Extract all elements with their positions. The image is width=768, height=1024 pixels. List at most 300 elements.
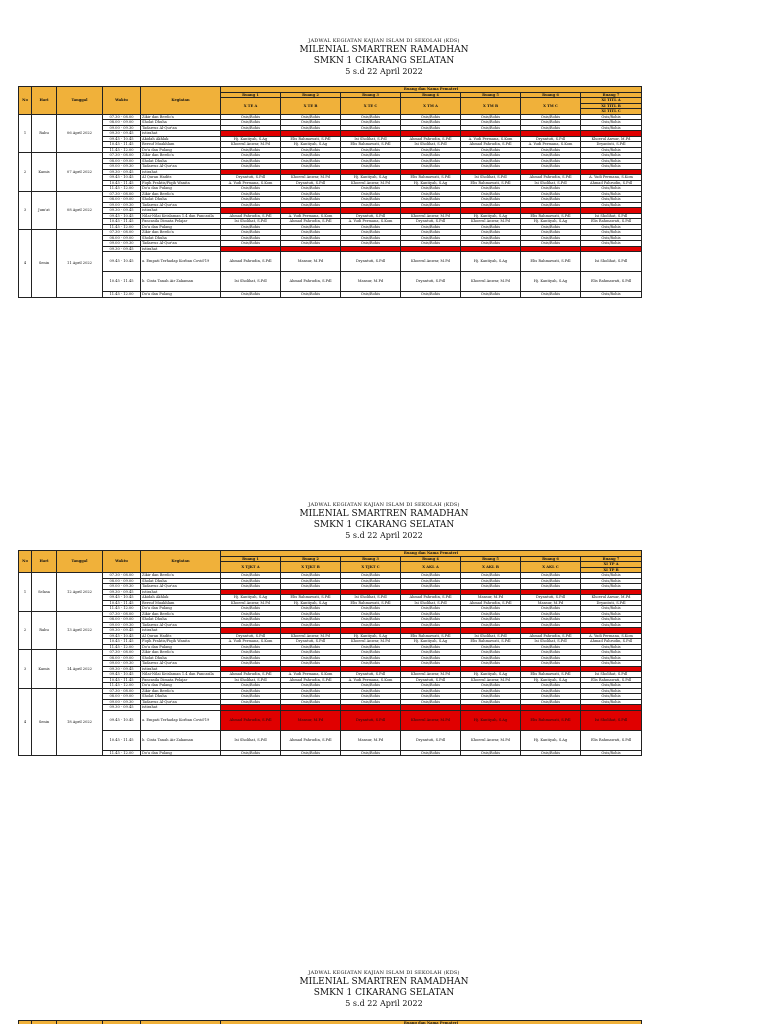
speaker-cell: Osis/Rohis — [581, 750, 642, 756]
speaker-cell: Osis/Rohis — [521, 197, 581, 203]
speaker-cell: Osis/Rohis — [281, 683, 341, 689]
activity-cell: Al Quran Hadits — [141, 633, 221, 639]
speaker-cell: Osis/Rohis — [401, 120, 461, 126]
speaker-cell: Khoerul Anwar, M.Pd — [401, 252, 461, 272]
speaker-cell: Osis/Rohis — [461, 606, 521, 612]
speaker-cell: Osis/Rohis — [281, 699, 341, 705]
activity-cell: Pancasila Dimata Pelajar — [141, 677, 221, 683]
speaker-cell: Osis/Rohis — [521, 573, 581, 579]
time-cell: 09.30 - 09.45 — [103, 589, 141, 595]
speaker-cell: Osis/Rohis — [221, 202, 281, 208]
room-header: Ruang 1 — [221, 556, 281, 562]
speaker-cell: Osis/Rohis — [281, 114, 341, 120]
speaker-cell: Osis/Rohis — [221, 235, 281, 241]
day-date: 07 April 2022 — [57, 153, 103, 192]
speaker-cell: Osis/Rohis — [401, 606, 461, 612]
speaker-cell: Osis/Rohis — [341, 197, 401, 203]
header-cell — [32, 1021, 57, 1024]
activity-cell: Do'a dan Pulang — [141, 147, 221, 153]
speaker-cell: Osis/Rohis — [461, 241, 521, 247]
time-cell: 07.30 - 08.00 — [103, 230, 141, 236]
time-cell: 11.45 - 12.00 — [103, 224, 141, 230]
speaker-cell: Osis/Rohis — [221, 683, 281, 689]
speaker-cell: Ahmad Pahrudin, S.Pdl — [581, 639, 642, 645]
speaker-cell: Osis/Rohis — [281, 197, 341, 203]
activity-cell: Tadarrus Al-Qur'an — [141, 661, 221, 667]
speaker-cell: Elis Rahmawati, S.Pdl — [461, 639, 521, 645]
speaker-cell: Osis/Rohis — [401, 292, 461, 298]
speaker-cell: Osis/Rohis — [461, 655, 521, 661]
doc-header — [0, 970, 768, 1008]
table-row — [19, 710, 642, 730]
room-header: Ruang 7 — [581, 556, 642, 562]
speaker-cell: A. Yudi Permana, S.Kom — [461, 136, 521, 142]
speaker-cell: Ahmad Pahrudin, S.Pdl — [281, 730, 341, 750]
time-cell: 09.30 - 09.45 — [103, 705, 141, 711]
speaker-cell: Osis/Rohis — [461, 197, 521, 203]
speaker-cell: Osis/Rohis — [461, 120, 521, 126]
speaker-cell: Dryantuti, S.Pdl — [521, 595, 581, 601]
time-cell: 09.45 - 10.45 — [103, 710, 141, 730]
speaker-cell: Ahmad Pahrudin, S.Pdl — [281, 219, 341, 225]
speaker-cell: Osis/Rohis — [281, 611, 341, 617]
speaker-cell: Isi Sholihat, S.Pdl — [581, 710, 642, 730]
speaker-cell: Hj. Kantiyah, S.Ag — [401, 639, 461, 645]
speaker-cell: Osis/Rohis — [281, 235, 341, 241]
speaker-cell: Osis/Rohis — [281, 606, 341, 612]
speaker-cell: Osis/Rohis — [341, 191, 401, 197]
day-name: Rabu — [32, 611, 57, 650]
room-header: Ruang 3 — [341, 92, 401, 98]
speaker-cell: Elis Rahmawati, S.Pdl — [581, 730, 642, 750]
speaker-cell: Elis Rahmawati, S.Pdl — [401, 175, 461, 181]
activity-cell: Sholat Dhuha — [141, 197, 221, 203]
speaker-cell: Osis/Rohis — [221, 186, 281, 192]
speaker-cell: Osis/Rohis — [401, 158, 461, 164]
speaker-cell: Hj. Kantiyah, S.Ag — [221, 136, 281, 142]
col-header-hari: Hari — [32, 551, 57, 573]
speaker-cell: Osis/Rohis — [281, 622, 341, 628]
table-row — [19, 677, 642, 683]
speaker-cell: Osis/Rohis — [341, 202, 401, 208]
speaker-cell: Osis/Rohis — [521, 224, 581, 230]
speaker-cell: Isi Sholihat, S.Pdl — [461, 175, 521, 181]
speaker-cell: Osis/Rohis — [221, 622, 281, 628]
table-row — [19, 595, 642, 601]
speaker-cell: Osis/Rohis — [221, 617, 281, 623]
activity-cell: Do'a dan Pulang — [141, 186, 221, 192]
activity-cell: Zikir dan Berdo'a — [141, 153, 221, 159]
room-header: Ruang 2 — [281, 556, 341, 562]
speaker-cell: Osis/Rohis — [221, 650, 281, 656]
speaker-cell: Osis/Rohis — [461, 292, 521, 298]
room-header: Ruang 5 — [461, 92, 521, 98]
day-number: 4 — [19, 230, 32, 298]
table-row — [19, 136, 642, 142]
activity-cell: Sholat Dhuha — [141, 578, 221, 584]
speaker-cell: Dryantuti, S.Pdl — [581, 600, 642, 606]
speaker-cell: Osis/Rohis — [341, 114, 401, 120]
speaker-cell: Dryantuti, S.Pdl — [401, 677, 461, 683]
speaker-cell: Osis/Rohis — [461, 611, 521, 617]
speaker-cell: Dryantuti, S.Pdl — [401, 272, 461, 292]
speaker-cell: Osis/Rohis — [521, 158, 581, 164]
day-date: 08 April 2022 — [57, 191, 103, 230]
speaker-cell: A. Yudi Permana, S.Kom — [581, 175, 642, 181]
speaker-cell: Osis/Rohis — [401, 584, 461, 590]
speaker-cell: Osis/Rohis — [401, 241, 461, 247]
speaker-cell: Isi Sholihat, S.Pdl — [581, 213, 642, 219]
speaker-cell: Mansur, M.Pd — [281, 252, 341, 272]
speaker-cell: Osis/Rohis — [401, 699, 461, 705]
speaker-cell: Osis/Rohis — [461, 158, 521, 164]
room-header: Ruang 4 — [401, 556, 461, 562]
table-row — [19, 213, 642, 219]
speaker-cell: Osis/Rohis — [461, 584, 521, 590]
speaker-cell: Osis/Rohis — [401, 164, 461, 170]
speaker-cell: Osis/Rohis — [521, 650, 581, 656]
speaker-cell: Osis/Rohis — [341, 617, 401, 623]
speaker-cell: Osis/Rohis — [581, 235, 642, 241]
speaker-cell: Osis/Rohis — [581, 611, 642, 617]
doc-title: MILENIAL SMARTREN RAMADHAN — [299, 509, 469, 519]
time-cell: 11.45 - 12.00 — [103, 292, 141, 298]
speaker-cell: Osis/Rohis — [581, 644, 642, 650]
speaker-cell: Hj. Kantiyah, S.Ag — [281, 142, 341, 148]
speaker-cell: Ahmad Pahrudin, S.Pdl — [581, 180, 642, 186]
day-name: Kamis — [32, 650, 57, 689]
speaker-cell: Osis/Rohis — [401, 153, 461, 159]
room-header: Ruang 6 — [521, 92, 581, 98]
speaker-cell: Osis/Rohis — [461, 235, 521, 241]
speaker-cell: Osis/Rohis — [341, 120, 401, 126]
schedule-table — [18, 550, 642, 756]
speaker-cell: Osis/Rohis — [581, 694, 642, 700]
speaker-cell: Osis/Rohis — [461, 650, 521, 656]
speaker-cell: Osis/Rohis — [341, 584, 401, 590]
time-cell: 09.00 - 09.30 — [103, 622, 141, 628]
speaker-cell: Osis/Rohis — [521, 661, 581, 667]
speaker-cell: Dryantuti, S.Pdl — [281, 639, 341, 645]
speaker-cell: Osis/Rohis — [281, 147, 341, 153]
time-cell: 07.30 - 08.00 — [103, 611, 141, 617]
class-header: X AKL B — [461, 562, 521, 573]
speaker-cell: Osis/Rohis — [581, 153, 642, 159]
speaker-cell: Osis/Rohis — [221, 292, 281, 298]
speaker-cell: Osis/Rohis — [461, 114, 521, 120]
speaker-cell: Osis/Rohis — [221, 224, 281, 230]
speaker-cell: Osis/Rohis — [341, 573, 401, 579]
speaker-cell: Osis/Rohis — [461, 573, 521, 579]
activity-cell: a. Empati Terhadap Korban Covid'19 — [141, 252, 221, 272]
speaker-cell: Hj. Kantiyah, S.Ag — [521, 272, 581, 292]
speaker-cell: Osis/Rohis — [341, 683, 401, 689]
speaker-cell: Osis/Rohis — [521, 622, 581, 628]
speaker-cell: Osis/Rohis — [281, 644, 341, 650]
room-header: Ruang 1 — [221, 92, 281, 98]
col-header-waktu: Waktu — [103, 87, 141, 115]
activity-cell: Zikir dan Berdo'a — [141, 650, 221, 656]
speaker-cell: Osis/Rohis — [401, 750, 461, 756]
speaker-cell: Osis/Rohis — [521, 125, 581, 131]
activity-cell: Pancasila Dimata Pelajar — [141, 219, 221, 225]
activity-cell: Akidah Akhlak — [141, 595, 221, 601]
speaker-cell: Isi Sholihat, S.Pdl — [401, 142, 461, 148]
speaker-cell: A. Yudi Permana, S.Kom — [581, 633, 642, 639]
schedule-page-1 — [0, 38, 768, 368]
speaker-cell: Osis/Rohis — [461, 699, 521, 705]
speaker-cell: Osis/Rohis — [221, 584, 281, 590]
speaker-cell: Osis/Rohis — [221, 750, 281, 756]
col-header-tanggal: Tanggal — [57, 87, 103, 115]
time-cell: 10.45 - 11.45 — [103, 142, 141, 148]
class-header: X AKL C — [521, 562, 581, 573]
speaker-cell: Osis/Rohis — [221, 120, 281, 126]
speaker-cell: Osis/Rohis — [281, 158, 341, 164]
speaker-cell: Osis/Rohis — [461, 683, 521, 689]
speaker-cell: Osis/Rohis — [521, 164, 581, 170]
room-header: Ruang 4 — [401, 92, 461, 98]
speaker-cell: Elis Rahmawati, S.Pdl — [281, 136, 341, 142]
speaker-cell: Osis/Rohis — [521, 241, 581, 247]
speaker-cell: Osis/Rohis — [521, 230, 581, 236]
speaker-cell: Osis/Rohis — [221, 197, 281, 203]
speaker-cell: Osis/Rohis — [401, 650, 461, 656]
day-date: 06 April 2022 — [57, 114, 103, 153]
activity-cell: Tadarrus Al-Qur'an — [141, 699, 221, 705]
class-header: X TM B — [461, 98, 521, 115]
activity-cell: Tadarrus Al-Qur'an — [141, 125, 221, 131]
speaker-cell: Osis/Rohis — [281, 578, 341, 584]
activity-cell: Tadarrus Al-Qur'an — [141, 241, 221, 247]
speaker-cell: Osis/Rohis — [281, 120, 341, 126]
time-cell: 10.45 - 11.45 — [103, 272, 141, 292]
speaker-cell: Osis/Rohis — [581, 584, 642, 590]
activity-cell: Sholat Dhuha — [141, 158, 221, 164]
speaker-cell: Isi Sholihat, S.Pdl — [521, 180, 581, 186]
speaker-cell: Osis/Rohis — [521, 688, 581, 694]
speaker-cell: Osis/Rohis — [281, 694, 341, 700]
day-number: 2 — [19, 153, 32, 192]
speaker-cell: Osis/Rohis — [341, 699, 401, 705]
speaker-cell: Osis/Rohis — [521, 644, 581, 650]
speaker-cell: Khoerul Anwar, M.Pd — [281, 175, 341, 181]
time-cell: 11.45 - 12.00 — [103, 606, 141, 612]
speaker-cell: Osis/Rohis — [581, 158, 642, 164]
speaker-cell: Osis/Rohis — [581, 191, 642, 197]
speaker-cell: Elis Rahmawati, S.Pdl — [401, 633, 461, 639]
room-header: Ruang 2 — [281, 92, 341, 98]
speaker-cell: Osis/Rohis — [401, 578, 461, 584]
activity-cell: Sholat Dhuha — [141, 235, 221, 241]
speaker-cell: Elis Rahmawati, S.Pdl — [521, 213, 581, 219]
speaker-cell: Osis/Rohis — [521, 606, 581, 612]
speaker-cell: Osis/Rohis — [521, 683, 581, 689]
time-cell: 08.00 - 09.00 — [103, 655, 141, 661]
speaker-cell: Osis/Rohis — [461, 750, 521, 756]
class-header: XI TP A — [581, 562, 642, 568]
room-group-header: Ruang dan Nama Pemateri — [221, 551, 642, 557]
header-cell — [57, 1021, 103, 1024]
activity-cell: Zikir dan Berdo'a — [141, 611, 221, 617]
activity-cell: Zikir dan Berdo'a — [141, 114, 221, 120]
col-header-kegiatan: Kegiatan — [141, 551, 221, 573]
table-row — [19, 252, 642, 272]
speaker-cell: Mansur, M.Pd — [461, 595, 521, 601]
speaker-cell: Osis/Rohis — [341, 230, 401, 236]
speaker-cell: Khoerul Anwar, M.Pd — [461, 272, 521, 292]
speaker-cell: Osis/Rohis — [341, 164, 401, 170]
doc-subtitle: JADWAL KEGIATAN KAJIAN ISLAM DI SEKOLAH (KDS) — [308, 970, 460, 976]
speaker-cell: Osis/Rohis — [461, 153, 521, 159]
activity-cell: b. Cinta Tanah Air Zakaman — [141, 272, 221, 292]
speaker-cell: Osis/Rohis — [341, 241, 401, 247]
speaker-cell: Osis/Rohis — [401, 186, 461, 192]
speaker-cell: Osis/Rohis — [341, 186, 401, 192]
speaker-cell: Osis/Rohis — [461, 202, 521, 208]
activity-cell: Tadarrus Al-Qur'an — [141, 202, 221, 208]
speaker-cell: Osis/Rohis — [401, 197, 461, 203]
speaker-cell: Hj. Kantiyah, S.Ag — [521, 677, 581, 683]
speaker-cell: Khoerul Anwar, M.Pd — [341, 639, 401, 645]
time-cell: 10.45 - 11.45 — [103, 730, 141, 750]
header-cell — [141, 1021, 221, 1024]
speaker-cell: Khoerul Anwar, M.Pd — [581, 136, 642, 142]
table-row — [19, 219, 642, 225]
doc-title: MILENIAL SMARTREN RAMADHAN — [299, 45, 469, 55]
time-cell: 09.00 - 09.30 — [103, 164, 141, 170]
speaker-cell: Khoerul Anwar, M.Pd — [461, 219, 521, 225]
time-cell: 09.00 - 09.30 — [103, 202, 141, 208]
speaker-cell: Osis/Rohis — [461, 164, 521, 170]
speaker-cell: Elis Rahmawati, S.Pdl — [281, 595, 341, 601]
time-cell: 11.45 - 12.00 — [103, 644, 141, 650]
time-cell: 11.45 - 12.00 — [103, 750, 141, 756]
room-group-header: Ruang dan Nama Pemateri — [221, 87, 642, 93]
speaker-cell: Osis/Rohis — [341, 158, 401, 164]
speaker-cell: Osis/Rohis — [221, 114, 281, 120]
speaker-cell: Osis/Rohis — [521, 202, 581, 208]
time-cell: 08.00 - 09.00 — [103, 617, 141, 623]
day-number: 1 — [19, 114, 32, 153]
col-header-no: No — [19, 87, 32, 115]
speaker-cell: Osis/Rohis — [281, 186, 341, 192]
speaker-cell: Ahmad Pahrudin, S.Pdl — [221, 710, 281, 730]
speaker-cell: Osis/Rohis — [401, 655, 461, 661]
speaker-cell: Khoerul Anwar, M.Pd — [461, 730, 521, 750]
speaker-cell: Osis/Rohis — [581, 292, 642, 298]
time-cell: 09.45 - 10.45 — [103, 175, 141, 181]
time-cell: 11.45 - 12.00 — [103, 683, 141, 689]
time-cell: 09.45 - 10.45 — [103, 672, 141, 678]
speaker-cell: A. Yudi Permana, S.Kom — [281, 213, 341, 219]
speaker-cell: Osis/Rohis — [401, 125, 461, 131]
time-cell: 09.45 - 10.45 — [103, 252, 141, 272]
speaker-cell: Osis/Rohis — [401, 611, 461, 617]
schedule-table — [18, 86, 642, 298]
speaker-cell: Osis/Rohis — [281, 202, 341, 208]
speaker-cell: A. Yudi Permana, S.Kom — [221, 180, 281, 186]
speaker-cell: Osis/Rohis — [221, 694, 281, 700]
speaker-cell: Osis/Rohis — [221, 230, 281, 236]
day-date: 11 April 2022 — [57, 230, 103, 298]
doc-school: SMKN 1 CIKARANG SELATAN — [313, 55, 455, 66]
day-number: 4 — [19, 688, 32, 756]
activity-cell: Do'a dan Pulang — [141, 606, 221, 612]
speaker-cell: Ahmad Pahrudin, S.Pdl — [281, 272, 341, 292]
time-cell: 09.45 - 10.45 — [103, 213, 141, 219]
time-cell: 10.45 - 11.45 — [103, 600, 141, 606]
speaker-cell: Hj. Kantiyah, S.Ag — [341, 633, 401, 639]
speaker-cell: Hj. Kantiyah, S.Ag — [221, 595, 281, 601]
speaker-cell: Osis/Rohis — [221, 578, 281, 584]
activity-cell: a. Empati Terhadap Korban Covid'19 — [141, 710, 221, 730]
time-cell: 10.45 - 11.45 — [103, 180, 141, 186]
speaker-cell: A. Yudi Permana, S.Kom — [521, 142, 581, 148]
doc-school: SMKN 1 CIKARANG SELATAN — [313, 519, 455, 530]
speaker-cell: Khoerul Anwar, M.Pd — [281, 633, 341, 639]
activity-cell: istirahat — [141, 169, 221, 175]
speaker-cell: Osis/Rohis — [461, 688, 521, 694]
day-number: 1 — [19, 573, 32, 612]
speaker-cell: Osis/Rohis — [461, 224, 521, 230]
time-cell: 10.45 - 11.45 — [103, 677, 141, 683]
table-row — [19, 730, 642, 750]
speaker-cell: Osis/Rohis — [581, 202, 642, 208]
speaker-cell: Khoerul Anwar, M.Pd — [221, 142, 281, 148]
speaker-cell: Osis/Rohis — [221, 191, 281, 197]
col-header-tanggal: Tanggal — [57, 551, 103, 573]
speaker-cell: Osis/Rohis — [221, 153, 281, 159]
speaker-cell: Osis/Rohis — [521, 611, 581, 617]
header-cell — [103, 1021, 141, 1024]
class-header: X TJKT B — [281, 562, 341, 573]
speaker-cell: Osis/Rohis — [341, 125, 401, 131]
doc-header — [0, 38, 768, 76]
speaker-cell: Dryantuti, S.Pdl — [221, 175, 281, 181]
day-name: Senin — [32, 688, 57, 756]
speaker-cell: Hj. Kantiyah, S.Ag — [341, 175, 401, 181]
time-cell: 11.45 - 12.00 — [103, 147, 141, 153]
time-cell: 09.30 - 09.45 — [103, 666, 141, 672]
speaker-cell: Osis/Rohis — [401, 617, 461, 623]
speaker-cell: Ahmad Pahrudin, S.Pdl — [221, 252, 281, 272]
speaker-cell: Osis/Rohis — [521, 617, 581, 623]
speaker-cell: Osis/Rohis — [461, 230, 521, 236]
speaker-cell: Osis/Rohis — [401, 688, 461, 694]
schedule-table-partial — [18, 1020, 642, 1024]
speaker-cell: Osis/Rohis — [341, 644, 401, 650]
speaker-cell: Osis/Rohis — [341, 750, 401, 756]
schedule-page-2 — [0, 502, 768, 832]
speaker-cell: Mansur, M.Pd — [281, 710, 341, 730]
speaker-cell: Osis/Rohis — [221, 699, 281, 705]
speaker-cell: Osis/Rohis — [461, 578, 521, 584]
speaker-cell: Osis/Rohis — [521, 750, 581, 756]
speaker-cell: Osis/Rohis — [581, 125, 642, 131]
day-date: 13 April 2022 — [57, 611, 103, 650]
speaker-cell: Osis/Rohis — [521, 235, 581, 241]
activity-cell: Fiqih Praktis/Fiqih Wanita — [141, 639, 221, 645]
table-row — [19, 750, 642, 756]
speaker-cell: Osis/Rohis — [461, 191, 521, 197]
speaker-cell: Osis/Rohis — [401, 147, 461, 153]
speaker-cell: Osis/Rohis — [341, 655, 401, 661]
speaker-cell: Osis/Rohis — [461, 617, 521, 623]
activity-cell: Do'a dan Pulang — [141, 750, 221, 756]
speaker-cell: Osis/Rohis — [461, 644, 521, 650]
speaker-cell: A. Yudi Permana, S.Kom — [341, 677, 401, 683]
